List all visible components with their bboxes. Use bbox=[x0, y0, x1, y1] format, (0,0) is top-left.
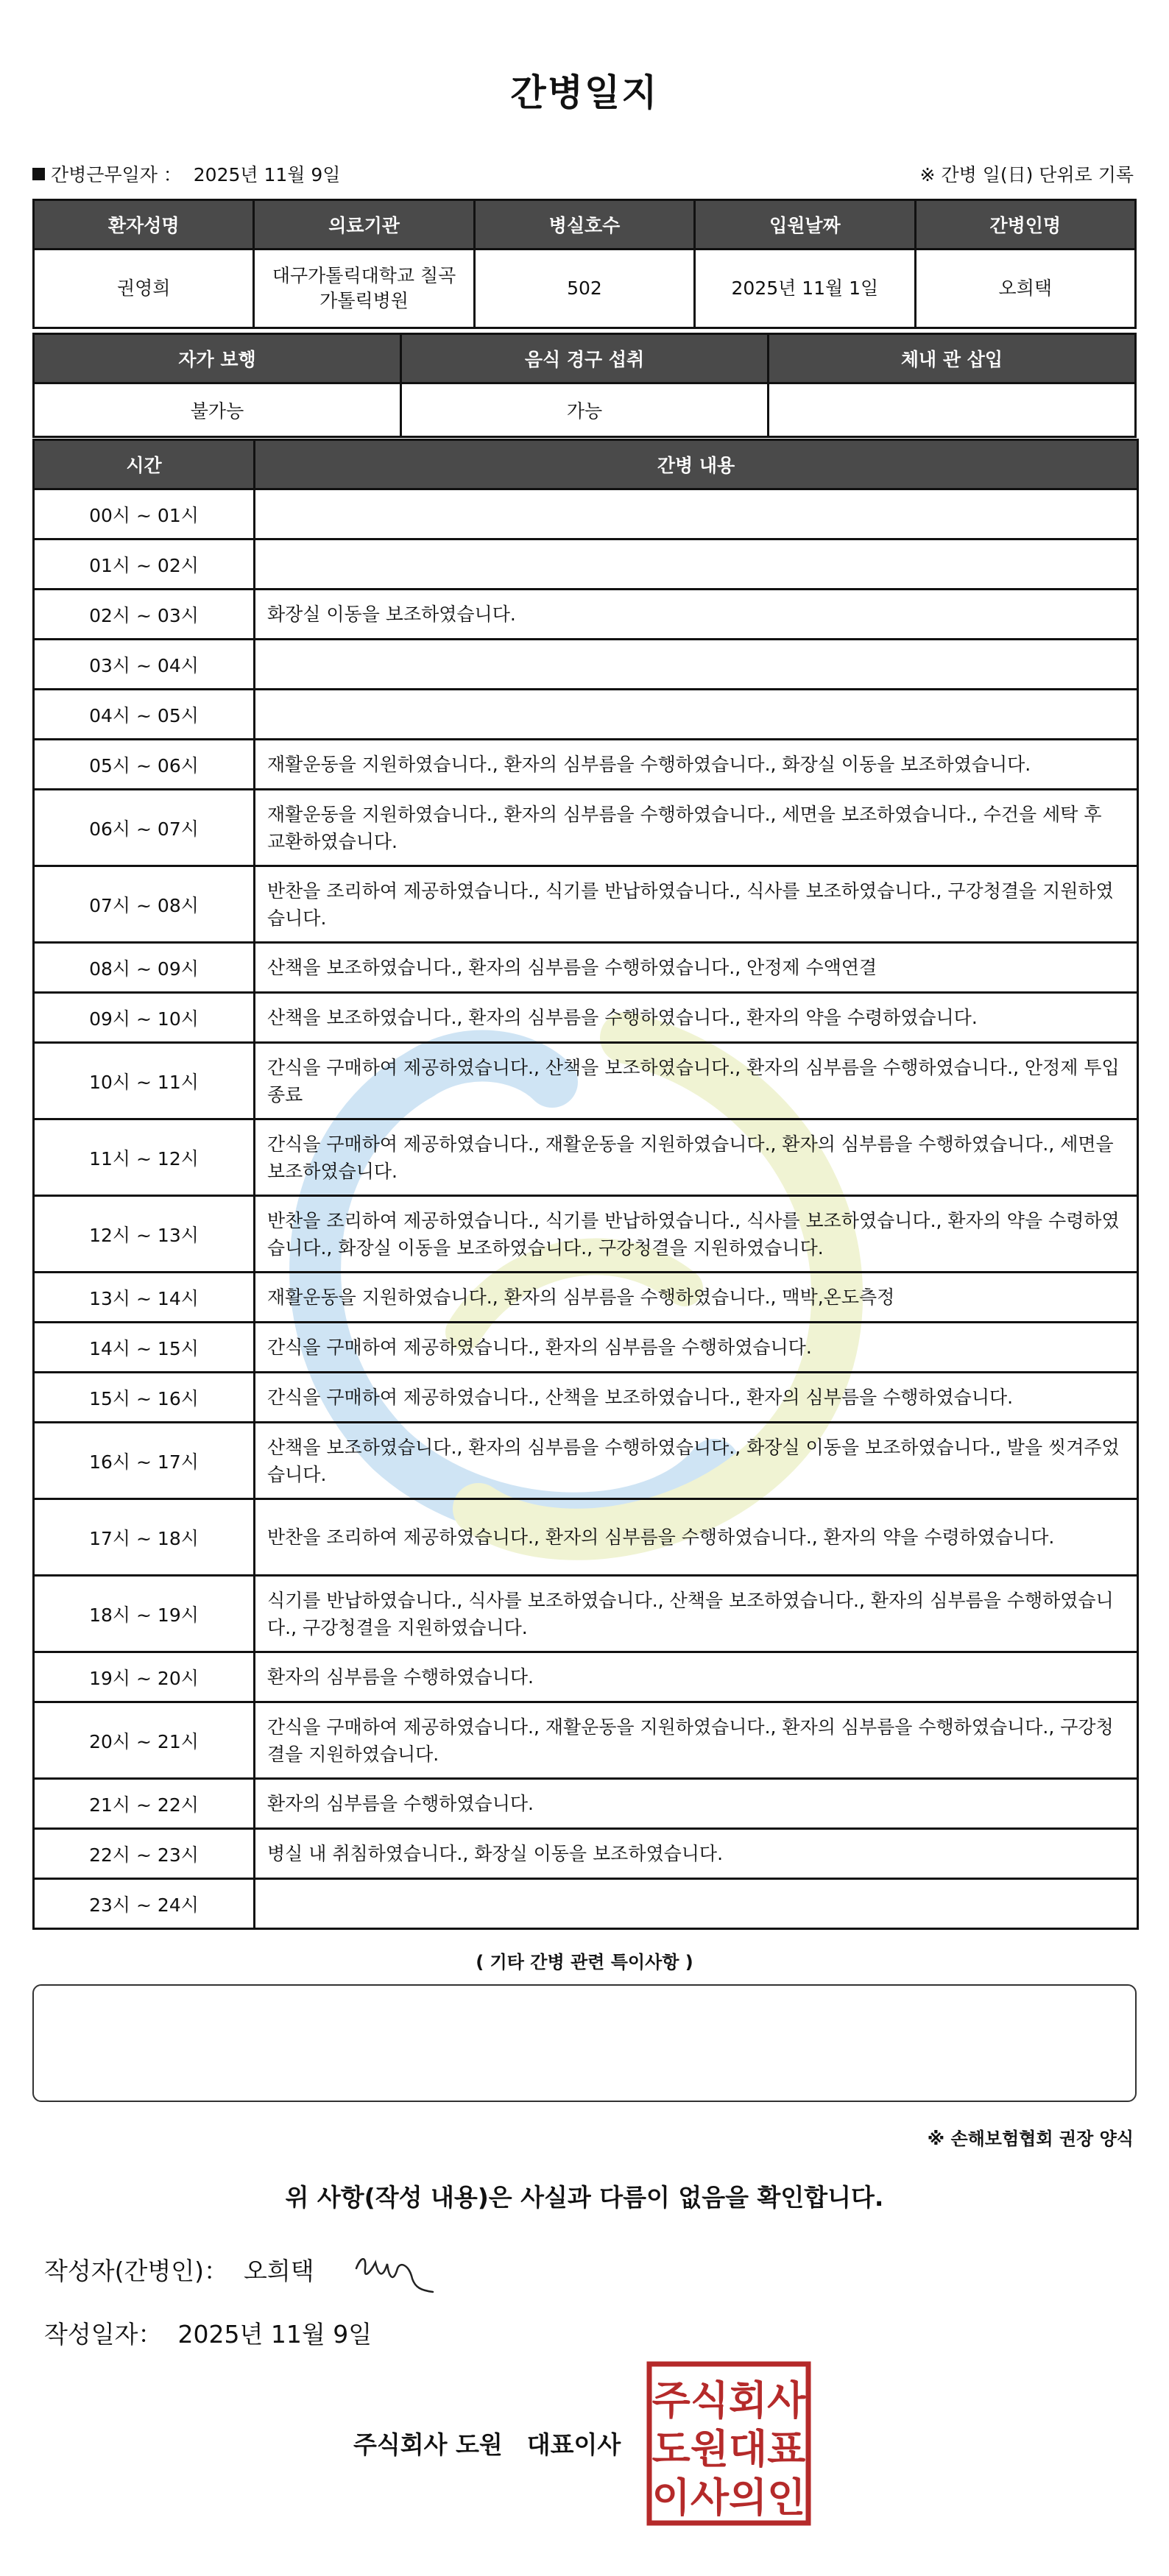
self-walking-value: 불가능 bbox=[34, 383, 401, 437]
log-note: 산책을 보조하였습니다., 환자의 심부름을 수행하였습니다., 환자의 약을 수령하였습니다. bbox=[255, 993, 1138, 1043]
header-tube-insertion: 체내 관 삽입 bbox=[769, 334, 1136, 383]
header-self-walking: 자가 보행 bbox=[34, 334, 401, 383]
log-row bbox=[34, 993, 1138, 1043]
tube-insertion-value bbox=[769, 383, 1136, 437]
log-time: 11시 ~ 12시 bbox=[34, 1119, 255, 1196]
unit-note: ※ 간병 일(日) 단위로 기록 bbox=[919, 164, 1134, 185]
caregiver-name: 오희택 bbox=[915, 250, 1135, 328]
seal-line-2: 도원대표 bbox=[651, 2426, 806, 2472]
log-time: 18시 ~ 19시 bbox=[34, 1576, 255, 1652]
log-time: 08시 ~ 09시 bbox=[34, 943, 255, 993]
log-time: 15시 ~ 16시 bbox=[34, 1373, 255, 1423]
log-note: 식기를 반납하였습니다., 식사를 보조하였습니다., 산책을 보조하였습니다., 환자의 심부름을 수행하였습니다., 구강청결을 지원하였습니다. bbox=[255, 1576, 1138, 1652]
log-note: 반찬을 조리하여 제공하였습니다., 식기를 반납하였습니다., 식사를 보조하였습니다., 환자의 약을 수령하였습니다., 화장실 이동을 보조하였습니다., 구강청결을 지원하였습니다. bbox=[255, 1196, 1138, 1273]
patient-info-table bbox=[32, 199, 1137, 329]
log-row bbox=[34, 1323, 1138, 1373]
log-time: 12시 ~ 13시 bbox=[34, 1196, 255, 1273]
log-row bbox=[34, 1879, 1138, 1929]
log-time: 06시 ~ 07시 bbox=[34, 790, 255, 866]
log-time: 21시 ~ 22시 bbox=[34, 1779, 255, 1829]
log-time: 17시 ~ 18시 bbox=[34, 1499, 255, 1576]
log-time: 07시 ~ 08시 bbox=[34, 866, 255, 943]
company-representative: 주식회사 도원 대표이사 bbox=[353, 2430, 621, 2459]
recommend-note: ※ 손해보험협회 권장 양식 bbox=[927, 2129, 1134, 2149]
log-row bbox=[34, 1652, 1138, 1702]
log-time: 05시 ~ 06시 bbox=[34, 740, 255, 790]
log-note bbox=[255, 539, 1138, 590]
log-row bbox=[34, 1576, 1138, 1652]
page-title: 간병일지 bbox=[510, 71, 659, 114]
room-number: 502 bbox=[474, 250, 694, 328]
notes-section-title: ( 기타 간병 관련 특이사항 ) bbox=[476, 1952, 693, 1972]
square-bullet-icon bbox=[32, 168, 45, 180]
written-date-value: 2025년 11월 9일 bbox=[177, 2320, 372, 2349]
log-time: 04시 ~ 05시 bbox=[34, 690, 255, 740]
admission-date: 2025년 11월 1일 bbox=[695, 250, 915, 328]
log-note: 반찬을 조리하여 제공하였습니다., 식기를 반납하였습니다., 식사를 보조하였습니다., 구강청결을 지원하였습니다. bbox=[255, 866, 1138, 943]
log-note: 재활운동을 지원하였습니다., 환자의 심부름을 수행하였습니다., 맥박,온도측정 bbox=[255, 1273, 1138, 1323]
log-note: 재활운동을 지원하였습니다., 환자의 심부름을 수행하였습니다., 세면을 보조하였습니다., 수건을 세탁 후 교환하였습니다. bbox=[255, 790, 1138, 866]
log-row bbox=[34, 590, 1138, 640]
company-seal-icon bbox=[646, 2361, 811, 2526]
log-time: 10시 ~ 11시 bbox=[34, 1043, 255, 1119]
log-row bbox=[34, 790, 1138, 866]
oral-intake-value: 가능 bbox=[401, 383, 769, 437]
log-row bbox=[34, 1829, 1138, 1879]
log-row bbox=[34, 1423, 1138, 1499]
log-note: 환자의 심부름을 수행하였습니다. bbox=[255, 1779, 1138, 1829]
log-row bbox=[34, 866, 1138, 943]
log-note bbox=[255, 640, 1138, 690]
header-room: 병실호수 bbox=[474, 200, 694, 250]
work-date bbox=[32, 160, 340, 187]
confirmation-statement: 위 사항(작성 내용)은 사실과 다름이 없음을 확인합니다. bbox=[285, 2183, 884, 2212]
log-time: 22시 ~ 23시 bbox=[34, 1829, 255, 1879]
log-row bbox=[34, 640, 1138, 690]
log-row bbox=[34, 539, 1138, 590]
header-admission-date: 입원날짜 bbox=[695, 200, 915, 250]
seal-line-1: 주식회사 bbox=[651, 2377, 806, 2424]
seal-line-3: 이사의인 bbox=[651, 2474, 806, 2521]
hospital-name: 대구가톨릭대학교 칠곡 가톨릭병원 bbox=[254, 250, 474, 328]
notes-box bbox=[32, 1984, 1137, 2102]
log-note bbox=[255, 690, 1138, 740]
log-note: 간식을 구매하여 제공하였습니다., 환자의 심부름을 수행하였습니다. bbox=[255, 1323, 1138, 1373]
log-note: 재활운동을 지원하였습니다., 환자의 심부름을 수행하였습니다., 화장실 이동을 보조하였습니다. bbox=[255, 740, 1138, 790]
care-log-table bbox=[32, 439, 1139, 1930]
log-note: 산책을 보조하였습니다., 환자의 심부름을 수행하였습니다., 화장실 이동을 보조하였습니다., 발을 씻겨주었습니다. bbox=[255, 1423, 1138, 1499]
writer-name: 오희택 bbox=[244, 2257, 314, 2285]
log-note: 간식을 구매하여 제공하였습니다., 산책을 보조하였습니다., 환자의 심부름을 수행하였습니다., 안정제 투입종료 bbox=[255, 1043, 1138, 1119]
log-time: 20시 ~ 21시 bbox=[34, 1702, 255, 1779]
log-note: 화장실 이동을 보조하였습니다. bbox=[255, 590, 1138, 640]
log-time: 02시 ~ 03시 bbox=[34, 590, 255, 640]
log-time: 00시 ~ 01시 bbox=[34, 489, 255, 539]
header-patient-name: 환자성명 bbox=[34, 200, 254, 250]
log-time: 13시 ~ 14시 bbox=[34, 1273, 255, 1323]
log-time: 09시 ~ 10시 bbox=[34, 993, 255, 1043]
log-note: 간식을 구매하여 제공하였습니다., 재활운동을 지원하였습니다., 환자의 심부름을 수행하였습니다., 구강청결을 지원하였습니다. bbox=[255, 1702, 1138, 1779]
log-note bbox=[255, 1879, 1138, 1929]
log-row bbox=[34, 943, 1138, 993]
header-oral-intake: 음식 경구 섭취 bbox=[401, 334, 769, 383]
log-row bbox=[34, 1119, 1138, 1196]
work-date-value: 2025년 11월 9일 bbox=[193, 164, 341, 185]
log-row bbox=[34, 1196, 1138, 1273]
log-note: 병실 내 취침하였습니다., 화장실 이동을 보조하였습니다. bbox=[255, 1829, 1138, 1879]
log-note: 간식을 구매하여 제공하였습니다., 재활운동을 지원하였습니다., 환자의 심부름을 수행하였습니다., 세면을 보조하였습니다. bbox=[255, 1119, 1138, 1196]
signature-icon bbox=[350, 2246, 439, 2298]
writer-label: 작성자(간병인)： bbox=[44, 2257, 229, 2285]
log-row bbox=[34, 1273, 1138, 1323]
patient-name: 권영희 bbox=[34, 250, 254, 328]
log-note: 산책을 보조하였습니다., 환자의 심부름을 수행하였습니다., 안정제 수액연결 bbox=[255, 943, 1138, 993]
patient-status-table bbox=[32, 333, 1137, 438]
log-row bbox=[34, 1043, 1138, 1119]
log-time: 03시 ~ 04시 bbox=[34, 640, 255, 690]
log-note bbox=[255, 489, 1138, 539]
log-row bbox=[34, 1702, 1138, 1779]
log-time: 01시 ~ 02시 bbox=[34, 539, 255, 590]
log-note: 환자의 심부름을 수행하였습니다. bbox=[255, 1652, 1138, 1702]
header-caregiver: 간병인명 bbox=[915, 200, 1135, 250]
written-date-label: 작성일자： bbox=[44, 2320, 163, 2349]
written-date-line bbox=[44, 2315, 372, 2350]
log-time: 16시 ~ 17시 bbox=[34, 1423, 255, 1499]
log-time: 14시 ~ 15시 bbox=[34, 1323, 255, 1373]
log-row bbox=[34, 489, 1138, 539]
header-hospital: 의료기관 bbox=[254, 200, 474, 250]
log-row bbox=[34, 740, 1138, 790]
log-row bbox=[34, 1373, 1138, 1423]
log-note: 간식을 구매하여 제공하였습니다., 산책을 보조하였습니다., 환자의 심부름을 수행하였습니다. bbox=[255, 1373, 1138, 1423]
header-care-content: 간병 내용 bbox=[255, 440, 1138, 489]
writer-line bbox=[44, 2252, 314, 2287]
log-row bbox=[34, 1779, 1138, 1829]
header-time: 시간 bbox=[34, 440, 255, 489]
log-time: 23시 ~ 24시 bbox=[34, 1879, 255, 1929]
log-note: 반찬을 조리하여 제공하였습니다., 환자의 심부름을 수행하였습니다., 환자의 약을 수령하였습니다. bbox=[255, 1499, 1138, 1576]
log-time: 19시 ~ 20시 bbox=[34, 1652, 255, 1702]
log-row bbox=[34, 690, 1138, 740]
work-date-label: 간병근무일자 ： bbox=[51, 164, 182, 185]
log-row bbox=[34, 1499, 1138, 1576]
